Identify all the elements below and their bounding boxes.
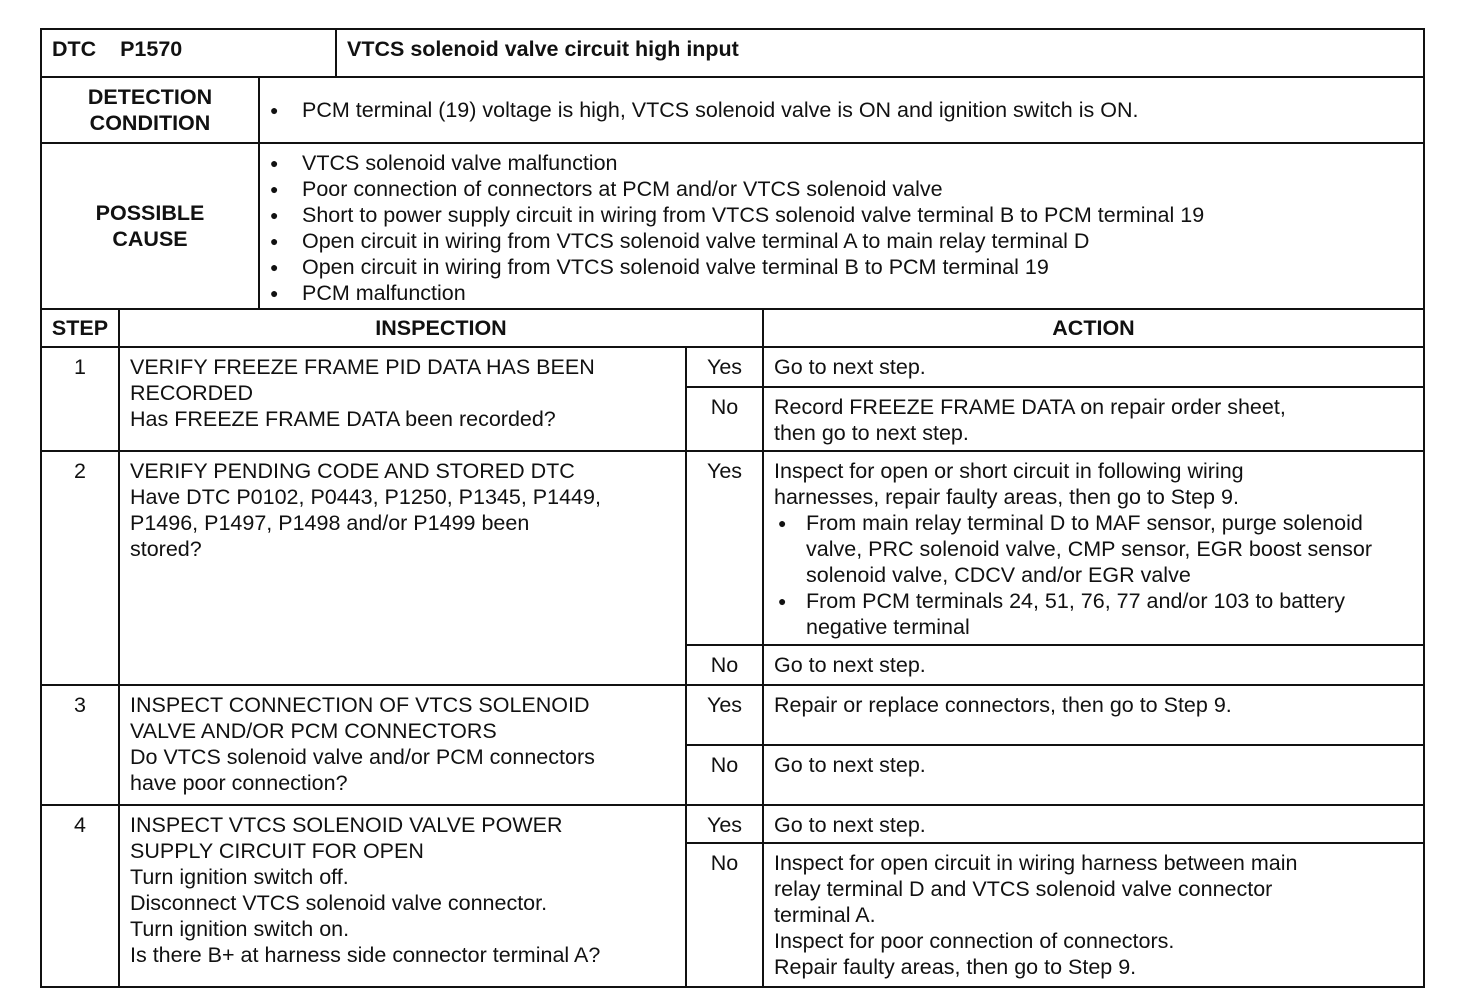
- cause-item: ● Short to power supply circuit in wiring from VTCS solenoid valve terminal B to PCM terminal 19: [260, 202, 1423, 228]
- dtc-code-cell: [41, 29, 336, 77]
- cause-item: ● Open circuit in wiring from VTCS solenoid valve terminal B to PCM terminal 19: [260, 254, 1423, 280]
- yes-action: Repair or replace connectors, then go to Step 9.: [763, 685, 1424, 745]
- col-inspection: INSPECTION: [119, 309, 763, 347]
- step-1-yes-row: [41, 347, 1424, 387]
- dtc-header-table: [40, 28, 1425, 310]
- step-inspection: INSPECT CONNECTION OF VTCS SOLENOID VALVE AND/OR PCM CONNECTORS Do VTCS solenoid valve and/or PCM connectors have poor connection?: [119, 685, 686, 805]
- no-label: No: [686, 387, 763, 451]
- dtc-code: P1570: [120, 37, 183, 61]
- step-number: 3: [41, 685, 119, 805]
- no-action: Inspect for open circuit in wiring harness between main relay terminal D and VTCS solenoid valve connector terminal A. Inspect for poor connection of connectors. Repair faulty areas, then go to Step 9.: [763, 843, 1424, 987]
- cause-item: ● Open circuit in wiring from VTCS solenoid valve terminal A to main relay terminal D: [260, 228, 1423, 254]
- detection-item: ● PCM terminal (19) voltage is high, VTCS solenoid valve is ON and ignition switch is ON.: [260, 97, 1423, 123]
- diagnostic-procedure-sheet: [40, 28, 1425, 988]
- step-number: 2: [41, 451, 119, 685]
- cause-item: ● VTCS solenoid valve malfunction: [260, 150, 1423, 176]
- step-2-yes-row: [41, 451, 1424, 645]
- step-number: 4: [41, 805, 119, 987]
- possible-cause-row: [41, 143, 1424, 309]
- yes-action: Inspect for open or short circuit in following wiring harnesses, repair faulty areas, then go to Step 9. ● From main relay terminal D to MAF sensor, purge solenoid valve, PRC solenoid valve, CMP sensor, EGR boost sensor solenoid valve, CDCV and/or EGR valve ● From PCM terminals 24, 51, 76, 77 and/or 103 to battery negative terminal: [763, 451, 1424, 645]
- step-number: 1: [41, 347, 119, 451]
- yes-action: Go to next step.: [763, 347, 1424, 387]
- wiring-item: ● From PCM terminals 24, 51, 76, 77 and/or 103 to battery negative terminal: [774, 588, 1415, 640]
- yes-label: Yes: [686, 347, 763, 387]
- dtc-label: DTC: [52, 37, 97, 61]
- step-inspection: VERIFY FREEZE FRAME PID DATA HAS BEEN RECORDED Has FREEZE FRAME DATA been recorded?: [119, 347, 686, 451]
- step-4-yes-row: [41, 805, 1424, 843]
- possible-cause-list: [259, 143, 1424, 309]
- dtc-title-row: [41, 29, 1424, 77]
- col-step: STEP: [41, 309, 119, 347]
- no-action: Go to next step.: [763, 645, 1424, 685]
- detection-condition: [259, 77, 1424, 143]
- detection-label: DETECTION CONDITION: [41, 77, 259, 143]
- cause-item: ● PCM malfunction: [260, 280, 1423, 306]
- step-inspection: INSPECT VTCS SOLENOID VALVE POWER SUPPLY CIRCUIT FOR OPEN Turn ignition switch off. Disconnect VTCS solenoid valve connector. Turn ignition switch on. Is there B+ at harness side connector terminal A?: [119, 805, 686, 987]
- no-label: No: [686, 645, 763, 685]
- steps-header-row: [41, 309, 1424, 347]
- wiring-item: ● From main relay terminal D to MAF sensor, purge solenoid valve, PRC solenoid valve, CMP sensor, EGR boost sensor solenoid valve, CDCV and/or EGR valve: [774, 510, 1415, 588]
- no-action: Go to next step.: [763, 745, 1424, 805]
- no-action: Record FREEZE FRAME DATA on repair order sheet, then go to next step.: [763, 387, 1424, 451]
- yes-label: Yes: [686, 685, 763, 745]
- no-label: No: [686, 843, 763, 987]
- possible-cause-label: POSSIBLE CAUSE: [41, 143, 259, 309]
- detection-row: [41, 77, 1424, 143]
- dtc-title: VTCS solenoid valve circuit high input: [336, 29, 1424, 77]
- step-inspection: VERIFY PENDING CODE AND STORED DTC Have DTC P0102, P0443, P1250, P1345, P1449, P1496, P1497, P1498 and/or P1499 been stored?: [119, 451, 686, 685]
- yes-label: Yes: [686, 451, 763, 645]
- steps-table: [40, 308, 1425, 988]
- col-action: ACTION: [763, 309, 1424, 347]
- no-label: No: [686, 745, 763, 805]
- cause-item: ● Poor connection of connectors at PCM and/or VTCS solenoid valve: [260, 176, 1423, 202]
- yes-label: Yes: [686, 805, 763, 843]
- step-3-yes-row: [41, 685, 1424, 745]
- yes-action: Go to next step.: [763, 805, 1424, 843]
